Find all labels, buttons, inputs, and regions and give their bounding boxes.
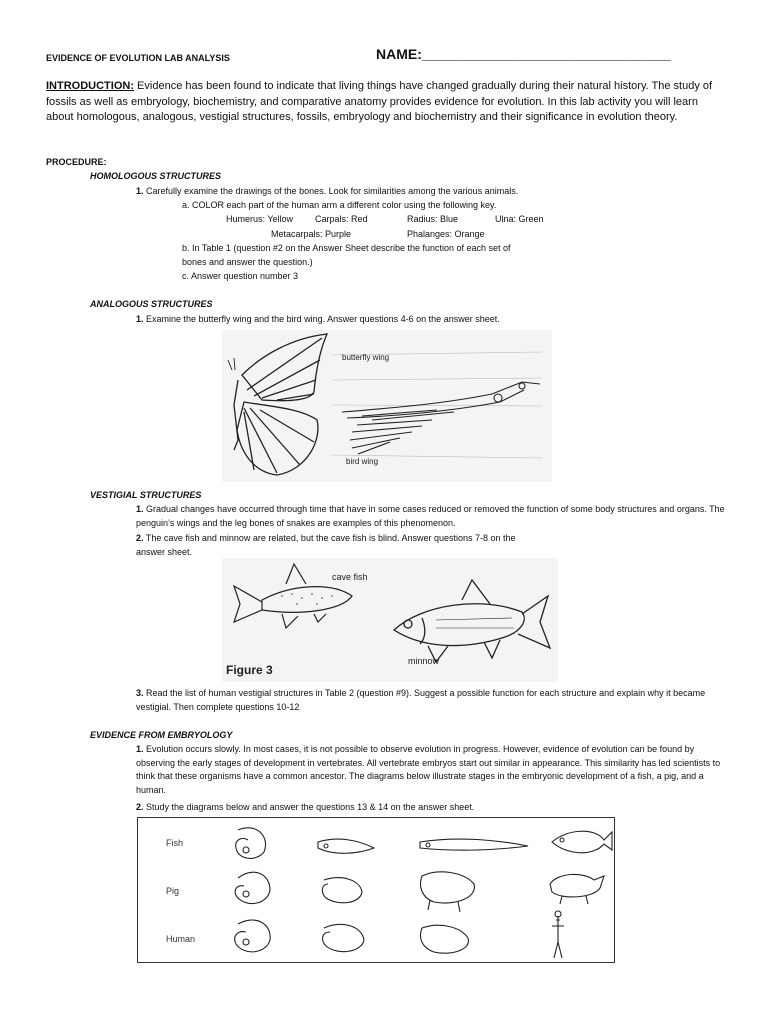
analogous-step-1 bbox=[136, 313, 500, 326]
key-phalanges: Phalanges: Orange bbox=[407, 229, 485, 239]
introduction-paragraph bbox=[46, 79, 726, 126]
wings-figure bbox=[222, 330, 552, 482]
cave-fish-minnow-figure bbox=[222, 558, 558, 682]
key-carpals: Carpals: Red bbox=[315, 214, 368, 224]
key-ulna: Ulna: Green bbox=[495, 214, 544, 224]
figure-3-caption: Figure 3 bbox=[226, 663, 273, 677]
cave-fish-label: cave fish bbox=[332, 572, 368, 582]
worksheet-title: EVIDENCE OF EVOLUTION LAB ANALYSIS bbox=[46, 53, 230, 63]
name-field[interactable] bbox=[376, 46, 671, 62]
bird-wing-label: bird wing bbox=[346, 457, 379, 466]
key-humerus: Humerus: Yellow bbox=[226, 214, 294, 224]
homologous-step-1 bbox=[136, 185, 518, 198]
name-blank[interactable]: ________________________________ bbox=[421, 46, 672, 62]
analogous-heading: ANALOGOUS STRUCTURES bbox=[90, 299, 213, 309]
minnow-label: minnow bbox=[408, 656, 440, 666]
fish-embryo-stages bbox=[236, 828, 612, 859]
homologous-step-b-line1: b. In Table 1 (question #2 on the Answer Sheet describe the function of each set of bbox=[182, 243, 511, 253]
step-text: The cave fish and minnow are related, but the cave fish is blind. Answer questions 7-8 on the bbox=[143, 533, 516, 543]
key-metacarpals: Metacarpals: Purple bbox=[271, 229, 352, 239]
row-label-fish: Fish bbox=[166, 838, 184, 848]
homologous-heading: HOMOLOGOUS STRUCTURES bbox=[90, 171, 222, 181]
step-text: Read the list of human vestigial structures in Table 2 (question #9). Suggest a possible function for each structure and explain why it became vestigial. Then complete questions 10-12 bbox=[136, 688, 706, 712]
introduction-text: Evidence has been found to indicate that living things have changed gradually during their natural history. The study of fossils as well as embryology, biochemistry, and comparative anatomy provides evidence for evolution. In this lab activity you will learn about homologous, analogous, vestigial structures, fossils, embryology and biochemistry and their significance in evolution theory. bbox=[46, 80, 713, 123]
embryology-step-1 bbox=[136, 743, 730, 797]
name-label: NAME: bbox=[376, 46, 422, 62]
step-number: 1. bbox=[136, 504, 144, 514]
vestigial-step-3 bbox=[136, 687, 726, 714]
vestigial-step-2-line1 bbox=[136, 532, 516, 545]
vestigial-step-2-line2: answer sheet. bbox=[136, 547, 193, 557]
homologous-step-b-line2: bones and answer the question.) bbox=[182, 257, 313, 267]
step-text: Evolution occurs slowly. In most cases, it is not possible to observe evolution in progress. However, evidence of evolution can be found by observing the early stages of development in vertebrates. All vertebrate embryos start out similar in appearance. This similarity has led scientists to think that these organisms have a common ancestor. The diagrams below illustrate stages in the embryonic development of a fish, a pig, and a human. bbox=[136, 744, 721, 795]
step-number: 2. bbox=[136, 533, 144, 543]
row-label-human: Human bbox=[166, 934, 196, 944]
embryology-heading: EVIDENCE FROM EMBRYOLOGY bbox=[90, 730, 233, 740]
introduction-label: INTRODUCTION: bbox=[46, 80, 134, 92]
human-embryo-stages bbox=[235, 911, 564, 958]
step-number: 1. bbox=[136, 314, 144, 324]
pig-embryo-stages bbox=[235, 872, 604, 912]
step-number: 1. bbox=[136, 186, 144, 196]
step-text: Gradual changes have occurred through time that have in some cases reduced or removed the function of some body structures and organs. The penguin’s wings and the leg bones of snakes are examples of this phenomenon. bbox=[136, 504, 725, 528]
step-number: 1. bbox=[136, 744, 144, 754]
vestigial-heading: VESTIGIAL STRUCTURES bbox=[90, 490, 202, 500]
key-radius: Radius: Blue bbox=[407, 214, 459, 224]
homologous-step-c: c. Answer question number 3 bbox=[182, 271, 299, 281]
homologous-step-a: a. COLOR each part of the human arm a different color using the following key. bbox=[182, 200, 497, 210]
row-label-pig: Pig bbox=[166, 886, 180, 896]
embryology-step-2 bbox=[136, 801, 474, 814]
step-text: Study the diagrams below and answer the questions 13 & 14 on the answer sheet. bbox=[143, 802, 475, 812]
step-text: Examine the butterfly wing and the bird wing. Answer questions 4-6 on the answer sheet. bbox=[143, 314, 500, 324]
butterfly-wing-label: butterfly wing bbox=[342, 353, 390, 362]
procedure-label: PROCEDURE: bbox=[46, 157, 107, 167]
embryo-development-figure bbox=[137, 817, 615, 963]
step-number: 2. bbox=[136, 802, 144, 812]
step-text: Carefully examine the drawings of the bones. Look for similarities among the various animals. bbox=[143, 186, 519, 196]
vestigial-step-1 bbox=[136, 503, 726, 530]
step-number: 3. bbox=[136, 688, 144, 698]
